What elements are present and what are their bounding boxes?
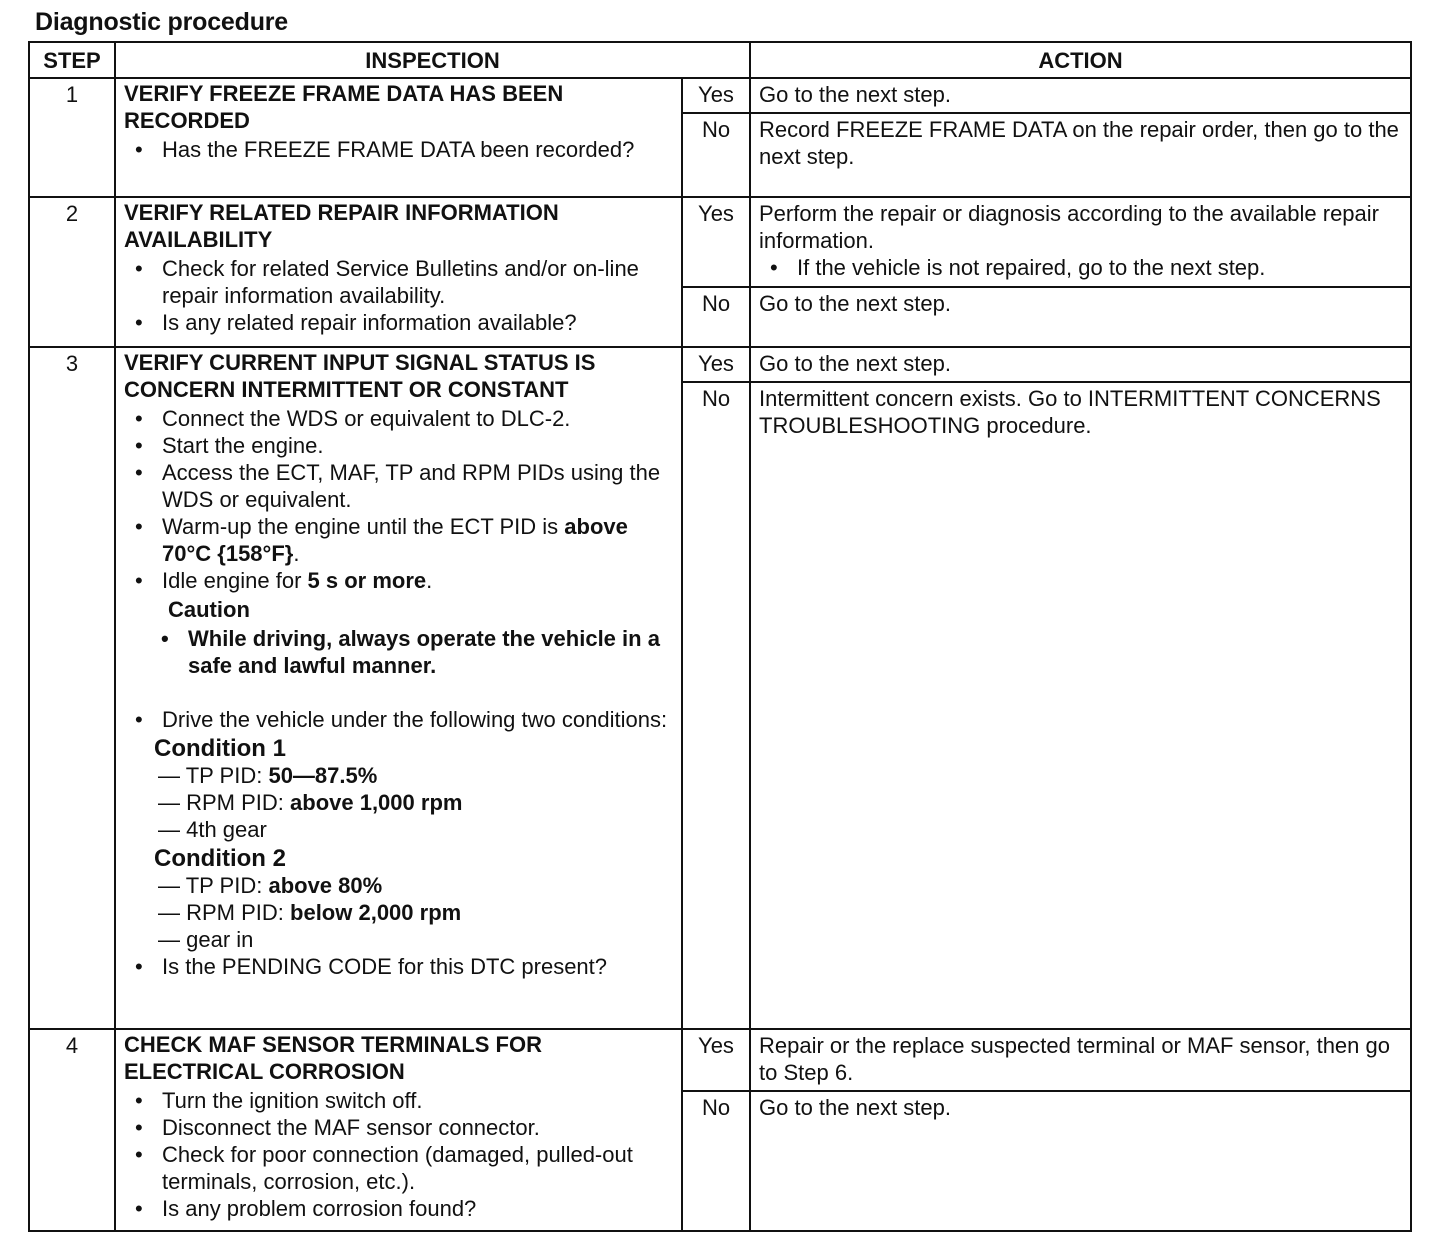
list-item xyxy=(162,567,675,623)
step-number: 1 xyxy=(29,78,115,197)
condition-label: — TP PID: xyxy=(158,873,269,898)
condition-label: — 4th gear xyxy=(158,817,267,842)
page-title: Diagnostic procedure xyxy=(35,8,288,36)
inspection-bullets xyxy=(124,136,675,163)
header-row xyxy=(29,42,1411,78)
yes-label: Yes xyxy=(682,1029,750,1091)
list-item: • Is any related repair information available? xyxy=(162,309,675,336)
inspection-bullets xyxy=(124,405,675,623)
no-action: Go to the next step. xyxy=(750,1091,1411,1231)
condition-value: below 2,000 rpm xyxy=(290,900,462,925)
condition-item xyxy=(158,762,675,789)
yes-label: Yes xyxy=(682,347,750,382)
action-bullets xyxy=(759,254,1404,281)
caution-bullets xyxy=(124,625,675,679)
step-2-yes-row xyxy=(29,197,1411,287)
step-1-yes-row xyxy=(29,78,1411,113)
list-item xyxy=(154,706,675,953)
condition-label: — RPM PID: xyxy=(158,790,291,815)
list-item: • Access the ECT, MAF, TP and RPM PIDs using the WDS or equivalent. xyxy=(162,459,675,513)
yes-label: Yes xyxy=(682,197,750,287)
diagnostic-table xyxy=(28,41,1412,1232)
condition-label: — RPM PID: xyxy=(158,900,291,925)
condition-item xyxy=(158,816,675,843)
list-item: • Is any problem corrosion found? xyxy=(162,1195,675,1222)
warmup-end: . xyxy=(293,541,300,566)
header-action: ACTION xyxy=(750,42,1411,78)
caution-block xyxy=(168,596,675,623)
step-number: 2 xyxy=(29,197,115,347)
condition-value: 50—87.5% xyxy=(268,763,378,788)
condition-value: above 80% xyxy=(268,873,383,898)
idle-end: . xyxy=(426,568,433,593)
list-item: • Start the engine. xyxy=(162,432,675,459)
header-inspection: INSPECTION xyxy=(115,42,750,78)
no-label: No xyxy=(682,287,750,347)
warmup-text: Warm-up the engine until the ECT PID is xyxy=(162,514,565,539)
yes-action: Go to the next step. xyxy=(750,78,1411,113)
inspection-title: VERIFY RELATED REPAIR INFORMATION AVAILABILITY xyxy=(124,200,559,252)
list-item xyxy=(162,513,675,567)
no-label: No xyxy=(682,382,750,1029)
condition-value: above 1,000 rpm xyxy=(290,790,463,815)
step-1-inspection xyxy=(115,78,682,197)
step-number: 4 xyxy=(29,1029,115,1231)
idle-text: Idle engine for xyxy=(162,568,308,593)
no-action: Record FREEZE FRAME DATA on the repair order, then go to the next step. xyxy=(750,113,1411,197)
no-label: No xyxy=(682,1091,750,1231)
condition-item xyxy=(158,872,675,899)
caution-title: Caution xyxy=(168,597,250,622)
yes-label: Yes xyxy=(682,78,750,113)
list-item: • Turn the ignition switch off. xyxy=(162,1087,675,1114)
inspection-bullets xyxy=(124,1087,675,1222)
inspection-bullets xyxy=(124,255,675,336)
list-item: • Check for poor connection (damaged, pulled-out terminals, corrosion, etc.). xyxy=(162,1141,675,1195)
condition-item xyxy=(158,899,675,926)
condition-item xyxy=(158,926,675,953)
list-item: • Is the PENDING CODE for this DTC present? xyxy=(162,953,675,980)
step-number: 3 xyxy=(29,347,115,1029)
condition-2-title: Condition 2 xyxy=(154,845,286,872)
list-item: • Has the FREEZE FRAME DATA been recorded? xyxy=(162,136,675,163)
inspection-title: VERIFY CURRENT INPUT SIGNAL STATUS IS CONCERN INTERMITTENT OR CONSTANT xyxy=(124,350,596,402)
no-label: No xyxy=(682,113,750,197)
caution-text: • While driving, always operate the vehicle in a safe and lawful manner. xyxy=(188,625,675,679)
list-item: • Check for related Service Bulletins and/or on-line repair information availability. xyxy=(162,255,675,309)
drive-text: • Drive the vehicle under the following two conditions: xyxy=(162,707,668,732)
yes-action-cell xyxy=(750,197,1411,287)
step-3-inspection xyxy=(115,347,682,1029)
inspection-title: CHECK MAF SENSOR TERMINALS FOR ELECTRICAL CORROSION xyxy=(124,1032,542,1084)
condition-label: — gear in xyxy=(158,927,254,952)
list-item: • If the vehicle is not repaired, go to the next step. xyxy=(797,254,1404,281)
warmup-value: above 70°C {158°F} xyxy=(162,514,628,566)
condition-item xyxy=(158,789,675,816)
drive-bullets xyxy=(124,706,675,980)
yes-action: Repair or the replace suspected terminal or MAF sensor, then go to Step 6. xyxy=(750,1029,1411,1091)
yes-action: Perform the repair or diagnosis according to the available repair information. xyxy=(759,201,1379,253)
step-4-yes-row xyxy=(29,1029,1411,1091)
inspection-title: VERIFY FREEZE FRAME DATA HAS BEEN RECORDED xyxy=(124,81,564,133)
step-4-inspection xyxy=(115,1029,682,1231)
idle-value: 5 s or more xyxy=(307,568,427,593)
condition-label: — TP PID: xyxy=(158,763,269,788)
step-3-yes-row xyxy=(29,347,1411,382)
header-step: STEP xyxy=(29,42,115,78)
yes-action: Go to the next step. xyxy=(750,347,1411,382)
step-2-inspection xyxy=(115,197,682,347)
condition-1-title: Condition 1 xyxy=(154,735,286,762)
no-action: Intermittent concern exists. Go to INTERMITTENT CONCERNS TROUBLESHOOTING procedure. xyxy=(750,382,1411,1029)
no-action: Go to the next step. xyxy=(750,287,1411,347)
list-item: • Disconnect the MAF sensor connector. xyxy=(162,1114,675,1141)
list-item: • Connect the WDS or equivalent to DLC-2. xyxy=(162,405,675,432)
